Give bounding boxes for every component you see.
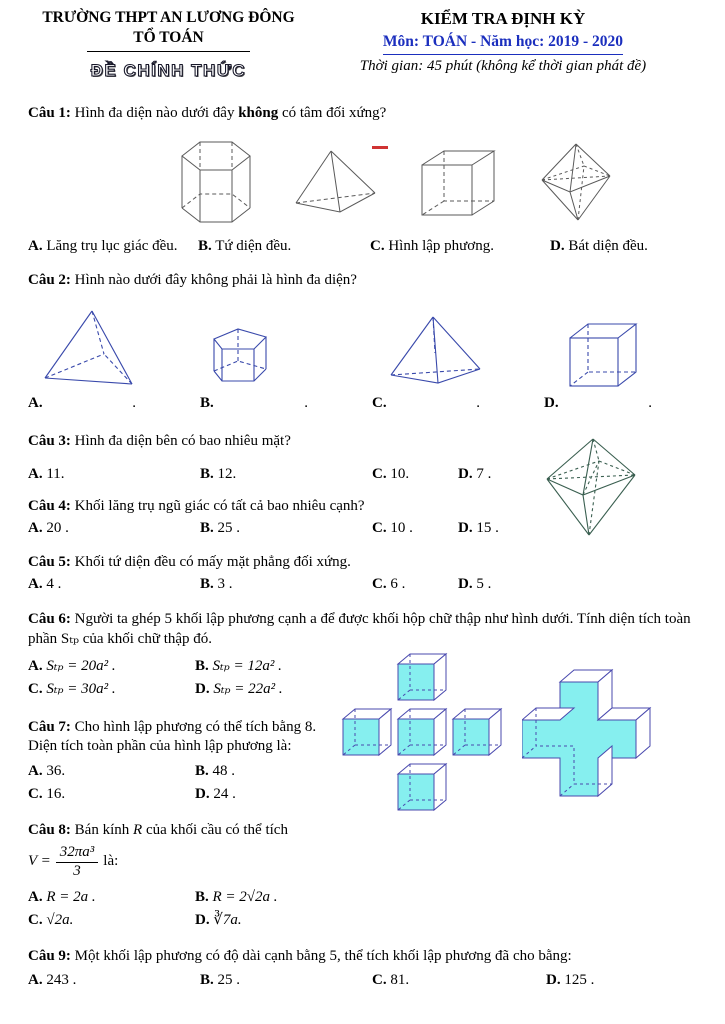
option-label: C.	[28, 911, 43, 928]
option-label: A.	[28, 238, 43, 255]
option	[28, 575, 200, 595]
option-label: D.	[195, 785, 210, 802]
pyramid-figure	[40, 306, 140, 391]
option	[458, 465, 491, 485]
option-text: 12.	[217, 466, 237, 483]
option	[546, 971, 594, 991]
option	[372, 575, 458, 595]
questions-6-8-block	[28, 652, 697, 931]
question-text: Cho hình lập phương có thể tích bằng 8. Diện tích toàn phần của hình lập phương là:	[28, 718, 317, 755]
option	[28, 680, 195, 700]
option-text: 6 .	[390, 575, 406, 592]
option-text: 25 .	[217, 972, 241, 989]
option-label: B.	[195, 763, 209, 780]
option-text: 11.	[46, 466, 65, 483]
question-7	[28, 718, 333, 805]
option	[195, 785, 333, 805]
option-label: D.	[458, 519, 473, 536]
question-text: của khối cầu có thể tích	[142, 821, 288, 838]
option	[28, 519, 200, 539]
tetrahedron-pierced-figure	[388, 313, 488, 391]
question-4-options	[28, 519, 525, 539]
cube-figure	[414, 143, 499, 221]
question-label: Câu 8:	[28, 821, 71, 838]
question-4	[28, 497, 525, 539]
option	[370, 237, 550, 257]
q2-figure-b	[200, 299, 372, 414]
official-exam-label: ĐỀ CHÍNH THỨC	[90, 60, 247, 80]
option-label: B.	[200, 575, 214, 592]
option-text: R = 2√2a .	[212, 888, 278, 905]
question-6-text	[28, 610, 697, 650]
exam-title: KIỂM TRA ĐỊNH KỲ	[420, 9, 586, 28]
option-text: 10 .	[390, 519, 413, 536]
option-text: Sₜₚ = 22a² .	[213, 680, 283, 697]
option-label: B.	[200, 394, 214, 411]
cross-solid-figure	[522, 668, 654, 802]
question-9-options	[28, 971, 697, 991]
question-text-bold: không	[238, 105, 279, 122]
option-label: B.	[200, 519, 214, 536]
option	[458, 575, 491, 595]
option-text: 7 .	[476, 466, 492, 483]
question-label: Câu 3:	[28, 432, 71, 449]
question-7-options	[28, 762, 333, 805]
option-label: D.	[458, 466, 473, 483]
option	[195, 680, 333, 700]
option-suffix: .	[304, 394, 308, 411]
question-text: Người ta ghép 5 khối lập phương cạnh a để được khối hộp chữ thập như hình dưới. Tính diện tích toàn phần Sₜₚ của khối chữ thập đó.	[28, 611, 691, 648]
question-7-text	[28, 718, 333, 758]
option-label: C.	[372, 466, 387, 483]
option-label: A.	[28, 972, 43, 989]
q2-figure-d	[544, 299, 694, 414]
header-right	[309, 8, 697, 82]
option-text: Lăng trụ lục giác đều.	[46, 238, 178, 255]
option-text: 3 .	[217, 575, 233, 592]
option-text: 25 .	[217, 519, 241, 536]
option-suffix: .	[476, 394, 480, 411]
option-label: C.	[372, 575, 387, 592]
exploded-cubes-figure	[341, 652, 506, 814]
question-2	[28, 271, 697, 414]
prism-figure	[206, 323, 276, 391]
department-name: TỔ TOÁN	[87, 28, 250, 51]
option	[195, 888, 333, 908]
option-text: 125 .	[564, 972, 595, 989]
option-label: D.	[195, 680, 210, 697]
option-text: 16.	[46, 785, 66, 802]
question-8	[28, 821, 333, 931]
option	[28, 394, 136, 414]
question-6	[28, 610, 697, 930]
q2-figure-a	[28, 299, 200, 414]
tetrahedron-figure	[293, 146, 378, 218]
option-text: ∛7a.	[213, 911, 242, 928]
option-label: C.	[28, 785, 43, 802]
question-text: có tâm đối xứng?	[278, 105, 387, 122]
option-text: R = 2a .	[46, 888, 96, 905]
option	[372, 519, 458, 539]
question-text-var: R	[133, 821, 143, 838]
option-text: Bát diện đều.	[568, 238, 648, 255]
option-text: 4 .	[46, 575, 62, 592]
question-label: Câu 6:	[28, 611, 71, 628]
question-label: Câu 1:	[28, 105, 71, 122]
option-text: Tứ diện đều.	[215, 238, 292, 255]
option	[28, 657, 195, 677]
option	[372, 971, 546, 991]
formula-lhs: V =	[28, 853, 51, 870]
option-text: Sₜₚ = 20a² .	[46, 657, 116, 674]
option	[28, 785, 195, 805]
subject-line: Môn: TOÁN - Năm học: 2019 - 2020	[383, 32, 623, 54]
option-label: A.	[28, 466, 43, 483]
option-text: 48 .	[212, 763, 236, 780]
option	[550, 237, 648, 257]
question-2-text	[28, 271, 697, 291]
polyhedron-figure	[541, 435, 641, 540]
option-label: C.	[372, 972, 387, 989]
option-suffix: .	[648, 394, 652, 411]
hexagonal-prism-figure	[176, 132, 256, 232]
question-2-figures	[28, 299, 697, 414]
option-text: 36.	[46, 763, 66, 780]
option	[200, 519, 372, 539]
option	[28, 911, 195, 931]
option-label: A.	[28, 763, 43, 780]
question-text: Bán kính	[74, 821, 134, 838]
question-label: Câu 9:	[28, 947, 71, 964]
option	[28, 237, 198, 257]
option	[28, 465, 200, 485]
fraction-denominator: 3	[73, 862, 81, 879]
question-text: Hình đa diện bên có bao nhiêu mặt?	[74, 432, 291, 449]
octahedron-figure	[536, 140, 616, 225]
option-text: 15 .	[476, 519, 499, 536]
questions-3-5-left	[28, 455, 525, 594]
option-label: A.	[28, 657, 43, 674]
option-label: D.	[546, 972, 561, 989]
option	[195, 911, 333, 931]
question-label: Câu 4:	[28, 498, 71, 515]
question-1-figures	[176, 132, 616, 232]
option	[28, 888, 195, 908]
question-text: Khối tứ diện đều có mấy mặt phẳng đối xứng.	[74, 553, 351, 570]
header-left	[28, 8, 309, 82]
option-label: B.	[198, 238, 212, 255]
option-label: D.	[544, 394, 559, 411]
option-label: B.	[200, 466, 214, 483]
question-8-text	[28, 821, 333, 841]
question-label: Câu 5:	[28, 553, 71, 570]
question-4-text	[28, 497, 525, 517]
question-1-options	[28, 237, 697, 257]
question-3-figure-wrap	[525, 435, 697, 594]
questions-6-8-left	[28, 652, 333, 931]
question-6-figures	[333, 652, 697, 931]
option-label: B.	[195, 888, 209, 905]
option-label: A.	[28, 519, 43, 536]
option	[372, 465, 458, 485]
option-label: C.	[370, 238, 385, 255]
question-text: là:	[103, 853, 119, 870]
option-suffix: .	[132, 394, 136, 411]
option	[28, 762, 195, 782]
question-label: Câu 2:	[28, 271, 71, 288]
option	[200, 465, 372, 485]
question-text: Khối lăng trụ ngũ giác có tất cả bao nhiêu cạnh?	[74, 498, 365, 515]
option-label: B.	[195, 657, 209, 674]
question-text: Hình đa diện nào dưới đây	[74, 105, 239, 122]
question-9-text	[28, 947, 697, 967]
option	[200, 971, 372, 991]
option-label: C.	[372, 519, 387, 536]
option-label: C.	[28, 680, 43, 697]
question-5-text	[28, 553, 525, 573]
question-text: Một khối lập phương có độ dài cạnh bằng 5, thể tích khối lập phương đã cho bằng:	[74, 947, 572, 964]
option-text: 20 .	[46, 519, 69, 536]
option-label: A.	[28, 394, 43, 411]
option-label: D.	[550, 238, 565, 255]
option	[458, 519, 499, 539]
question-1	[28, 104, 697, 257]
fraction	[56, 844, 99, 880]
option	[195, 657, 333, 677]
option-text: 24 .	[213, 785, 236, 802]
option-text: 81.	[390, 972, 410, 989]
option-text: 10.	[390, 466, 410, 483]
option	[198, 237, 370, 257]
option	[195, 762, 333, 782]
question-3-options	[28, 465, 525, 485]
questions-3-5-block	[28, 455, 697, 594]
header	[28, 8, 697, 82]
option-text: Sₜₚ = 12a² .	[212, 657, 282, 674]
red-mark	[372, 146, 388, 149]
option	[372, 394, 480, 414]
cube-figure	[564, 316, 642, 391]
question-8-options	[28, 888, 333, 931]
question-9	[28, 947, 697, 992]
option	[200, 394, 308, 414]
option	[544, 394, 652, 414]
question-1-text	[28, 104, 697, 124]
option-label: A.	[28, 888, 43, 905]
option-text: 5 .	[476, 575, 492, 592]
option-text: √2a.	[46, 911, 74, 928]
option-text: Hình lập phương.	[388, 238, 494, 255]
question-5	[28, 553, 525, 595]
option-label: A.	[28, 575, 43, 592]
option-label: D.	[458, 575, 473, 592]
question-8-formula	[28, 844, 333, 880]
option-label: B.	[200, 972, 214, 989]
question-3	[28, 432, 697, 595]
q2-figure-c	[372, 299, 544, 414]
school-name: TRƯỜNG THPT AN LƯƠNG ĐÔNG	[42, 9, 295, 26]
question-6-options	[28, 657, 333, 700]
question-5-options	[28, 575, 525, 595]
fraction-numerator: 32πa³	[56, 844, 99, 862]
option-text: 243 .	[46, 972, 77, 989]
option	[200, 575, 372, 595]
time-line: Thời gian: 45 phút (không kể thời gian phát đề)	[359, 57, 647, 74]
option	[28, 971, 200, 991]
option-label: C.	[372, 394, 387, 411]
option-text: Sₜₚ = 30a² .	[46, 680, 116, 697]
question-label: Câu 7:	[28, 718, 71, 735]
question-text: Hình nào dưới đây không phải là hình đa diện?	[74, 271, 357, 288]
option-label: D.	[195, 911, 210, 928]
